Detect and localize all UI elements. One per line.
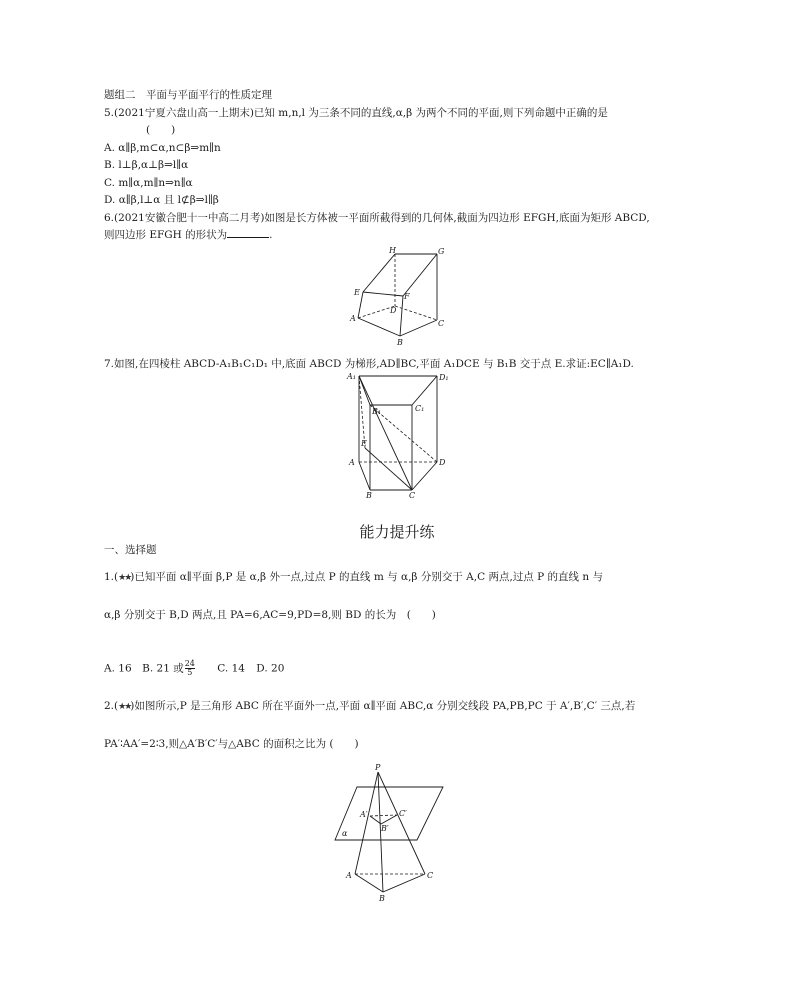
q6-label-g: G xyxy=(438,247,445,256)
q7-stem: 7.如图,在四棱柱 ABCD-A₁B₁C₁D₁ 中,底面 ABCD 为梯形,AD∥BC,平面 A₁DCE 与 B₁B 交于点 E.求证:EC∥A₁D. xyxy=(104,358,634,370)
q2-number: 2.( xyxy=(104,700,119,712)
q6-stem-end: . xyxy=(269,229,273,241)
q1-option-c: C. 14 xyxy=(217,662,245,675)
q6-figure xyxy=(345,246,445,346)
q2-stem-text: )如图所示,P 是三角形 ABC 所在平面外一点,平面 α∥平面 ABC,α 分别交线段 PA,PB,PC 于 A′,B′,C′ 三点,若 xyxy=(130,700,636,712)
q2-label-b: B xyxy=(379,894,385,903)
ability-section-title: 能力提升练 xyxy=(359,523,435,541)
q2-label-b-prime: B′ xyxy=(381,824,389,833)
q2-label-a: A xyxy=(346,871,352,880)
q6-label-f: F xyxy=(404,292,410,301)
q1-stem-line1 xyxy=(104,570,603,585)
q6-stem-text: 则四边形 EFGH 的形状为 xyxy=(104,229,228,241)
q6-answer-blank xyxy=(227,228,269,238)
q5-paren: ( ) xyxy=(146,124,176,136)
q1-option-d: D. 20 xyxy=(256,662,285,675)
q2-label-c-prime: C′ xyxy=(399,809,407,818)
star-icon: ★★ xyxy=(118,702,131,712)
q5-option-b: B. l⊥β,α⊥β⇒l∥α xyxy=(104,159,189,171)
q7-label-c1: C₁ xyxy=(415,404,425,413)
q2-stem-line2: PA′∶AA′=2∶3,则△A′B′C′与△ABC 的面积之比为 ( ) xyxy=(104,738,359,750)
q5-option-c: C. m∥α,m∥n⇒n∥α xyxy=(104,177,193,189)
q6-label-a: A xyxy=(350,314,356,323)
q2-label-p: P xyxy=(375,763,381,772)
q2-label-alpha: α xyxy=(342,829,348,838)
q7-figure xyxy=(345,370,455,500)
q5-option-d: D. α∥β,l⊥α 且 l⊄β⇒l∥β xyxy=(104,194,219,206)
q7-label-c: C xyxy=(409,491,416,500)
q6-label-c: C xyxy=(438,319,445,328)
q7-label-b1: B₁ xyxy=(372,407,382,416)
q1-fraction xyxy=(185,660,195,677)
q6-label-e: E xyxy=(354,288,360,297)
q6-stem-line2 xyxy=(104,228,273,242)
q7-label-b: B xyxy=(366,491,372,500)
q1-stem-line2: α,β 分别交于 B,D 两点,且 PA=6,AC=9,PD=8,则 BD 的长为 ( ) xyxy=(104,609,436,621)
q2-figure xyxy=(333,762,463,902)
part-heading-choice: 一、选择题 xyxy=(104,544,157,556)
section-title: 题组二 平面与平面平行的性质定理 xyxy=(104,89,272,101)
q7-label-e: E xyxy=(361,439,367,448)
q7-label-a: A xyxy=(349,458,355,467)
q1-frac-num: 24 xyxy=(184,659,195,668)
q1-frac-den: 5 xyxy=(187,668,193,677)
q5-stem: 5.(2021宁夏六盘山高一上期末)已知 m,n,l 为三条不同的直线,α,β 为两个不同的平面,则下列命题中正确的是 xyxy=(104,107,608,119)
q2-label-a-prime: A′ xyxy=(360,810,368,819)
q6-stem-line1: 6.(2021安徽合肥十一中高二月考)如图是长方体被一平面所截得到的几何体,截面为四边形 EFGH,底面为矩形 ABCD, xyxy=(104,212,650,224)
q6-label-b: B xyxy=(397,338,403,347)
q2-label-c: C xyxy=(427,871,434,880)
q2-stem-line1 xyxy=(104,699,635,714)
q1-option-ab: A. 16 B. 21 或 xyxy=(104,662,184,675)
q1-stem-text: )已知平面 α∥平面 β,P 是 α,β 外一点,过点 P 的直线 m 与 α,β 分别交于 A,C 两点,过点 P 的直线 n 与 xyxy=(130,571,603,583)
q6-label-d: D xyxy=(390,306,397,315)
q7-label-d1: D₁ xyxy=(439,373,449,382)
q5-option-a: A. α∥β,m⊂α,n⊂β⇒m∥n xyxy=(104,142,221,154)
star-icon: ★★ xyxy=(118,573,131,583)
q7-label-d: D xyxy=(439,458,446,467)
q1-number: 1.( xyxy=(104,571,119,583)
q6-label-h: H xyxy=(389,246,396,255)
q7-label-a1: A₁ xyxy=(347,372,356,381)
q1-options xyxy=(104,660,284,677)
